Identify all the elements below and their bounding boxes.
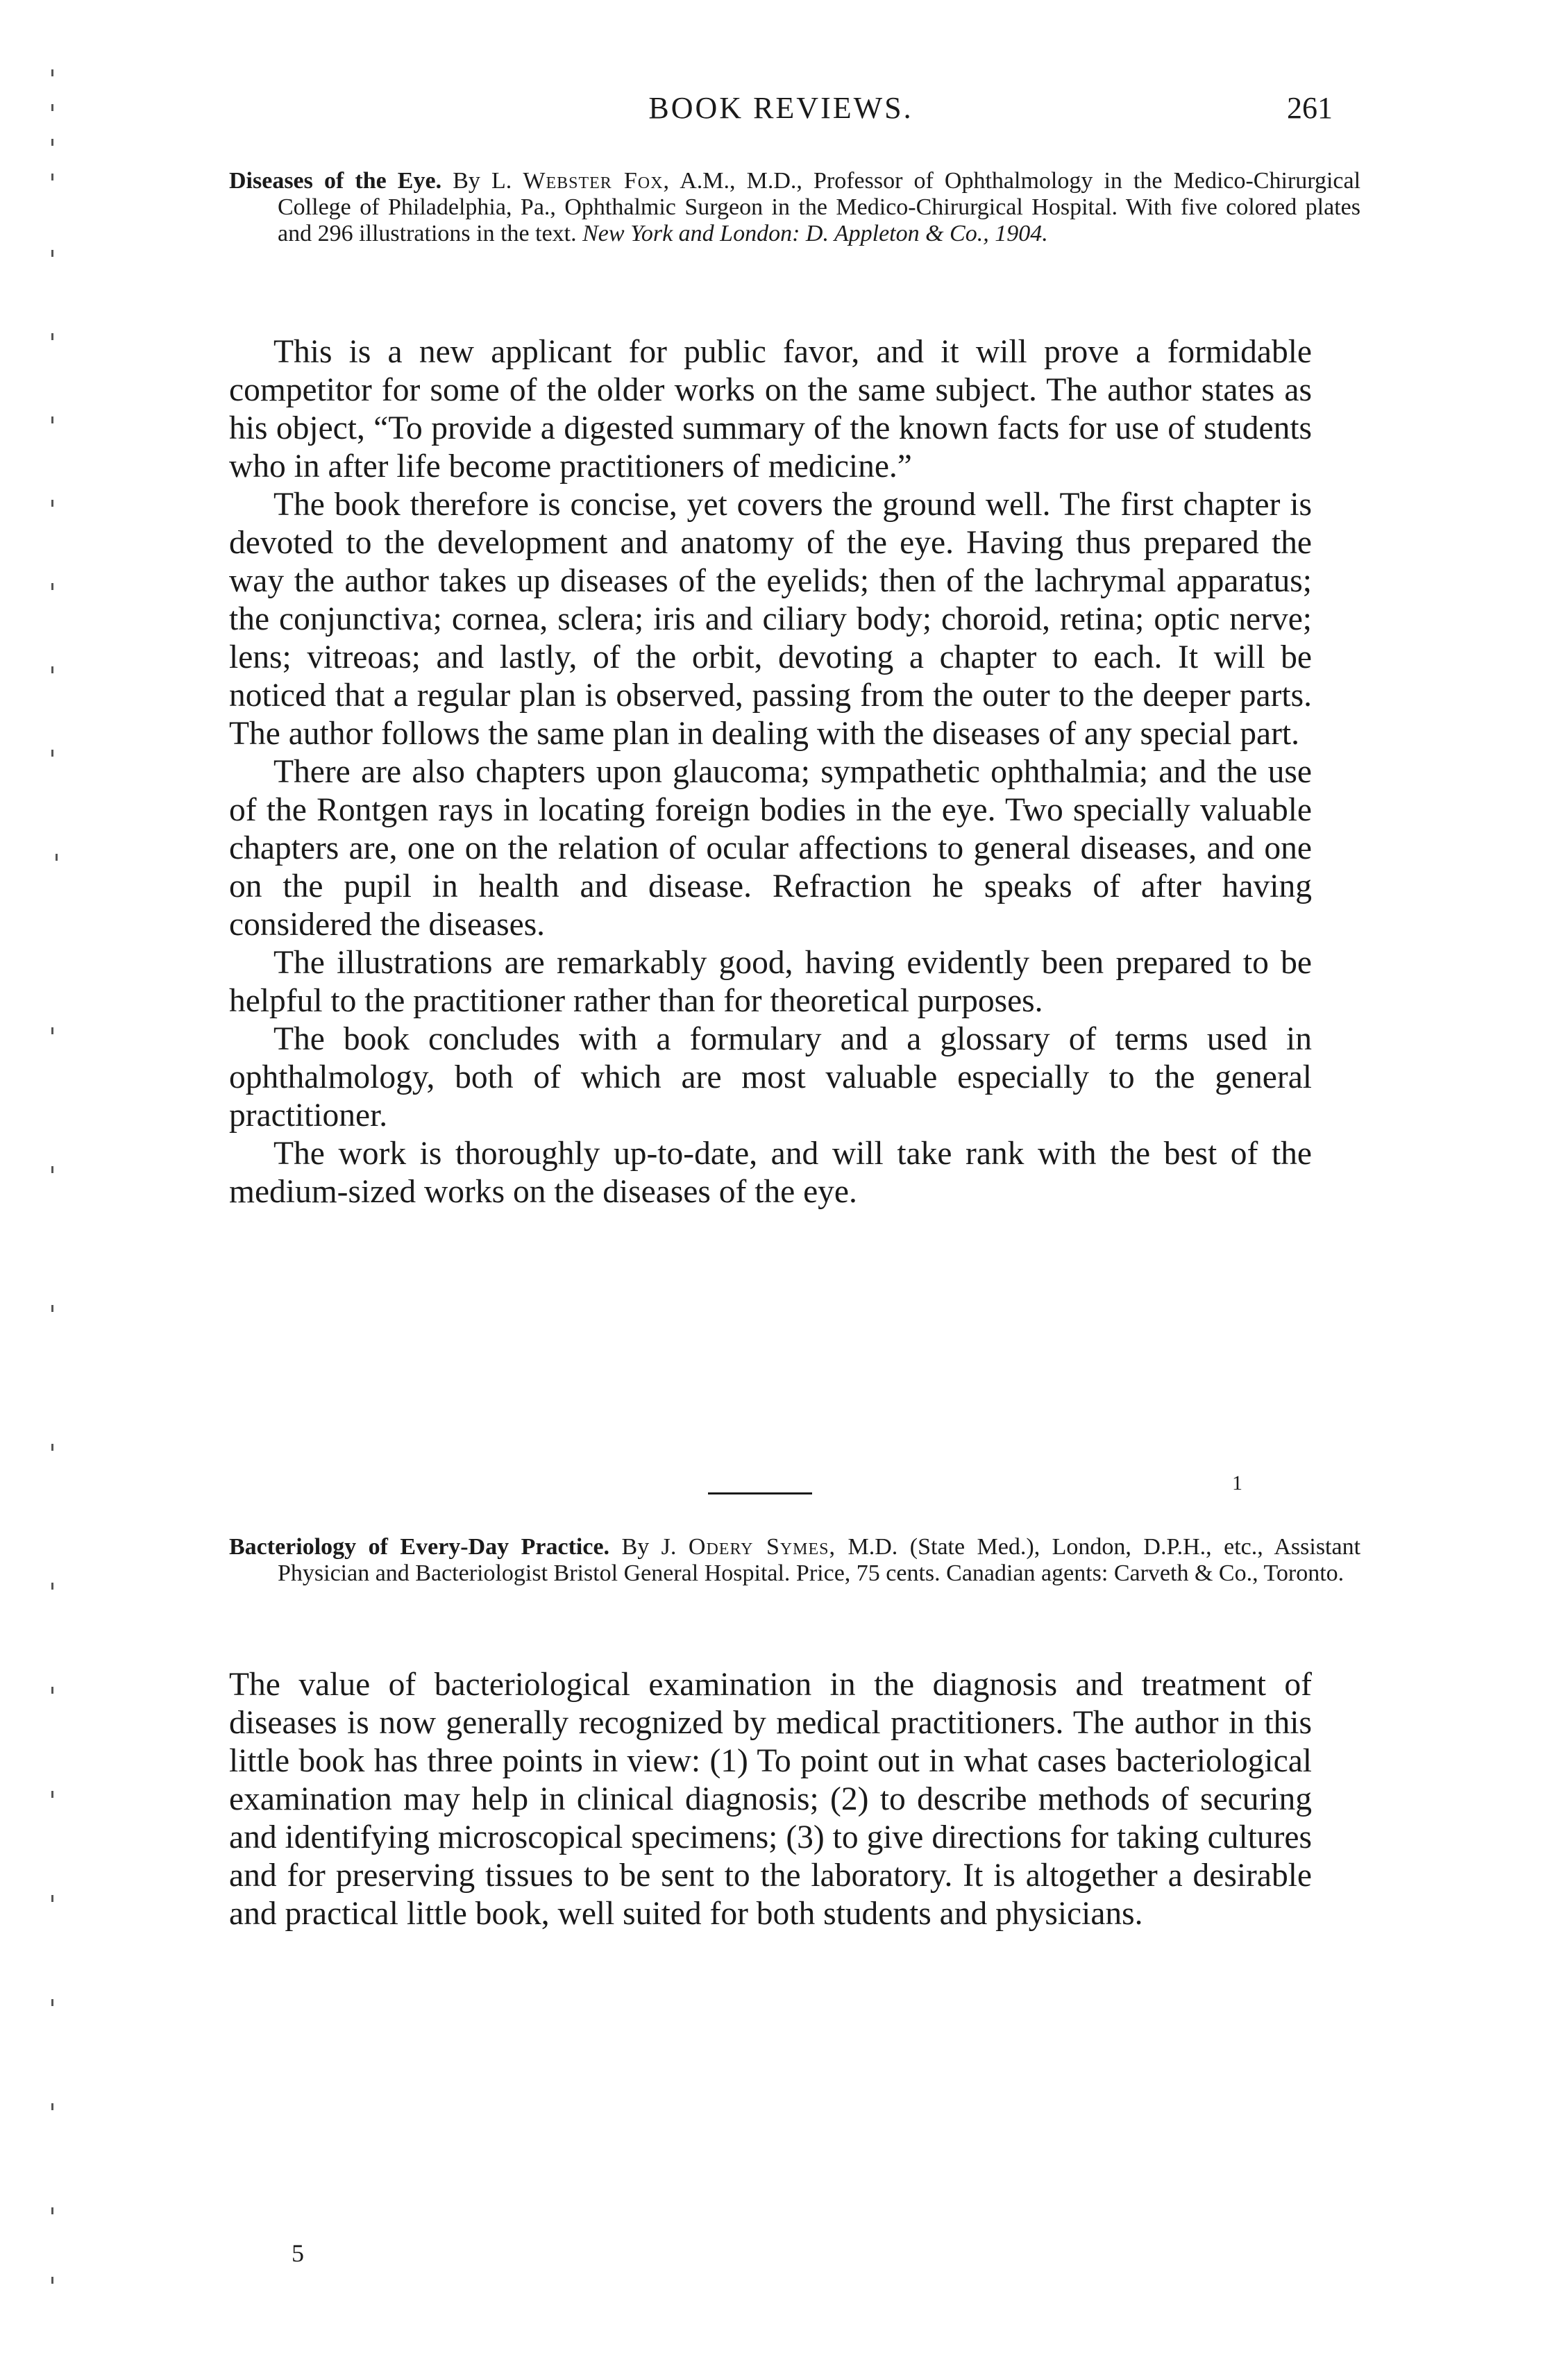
review-1-paragraph: The book concludes with a formulary and a glossary of terms used in ophthalmology, both of which are most valuable especially to the general practitioner.	[229, 1021, 1312, 1134]
review-1-citation-details: A.M., M.D., Professor of Ophthalmology in the Medico-Chirurgical College of Philadelphia, Pa., Ophthalmic Surgeon in the Medico-Chirurgical Hospital. With five colored plates and 296 illustrations in the text.	[278, 168, 1361, 246]
review-2-citation-details: M.D. (State Med.), London, D.P.H., etc., Assistant Physician and Bacteriologist Bristol General Hospital. Price, 75 cents. Canadian agents: Carveth & Co., Toronto.	[278, 1534, 1361, 1586]
review-1-paragraph: This is a new applicant for public favor, and it will prove a formidable competitor for some of the older works on the same subject. The author states as his object, “To provide a digested summary of the known facts for use of students who in after life become practitioners of medicine.”	[229, 334, 1312, 485]
running-title: BOOK REVIEWS.	[648, 91, 913, 125]
review-2-citation	[229, 1534, 1360, 1587]
review-2-by: By J.	[621, 1534, 677, 1560]
margin-scan-specks	[42, 56, 62, 2332]
review-2-body	[229, 1666, 1312, 1933]
review-1-author: Webster Fox,	[523, 168, 670, 194]
review-1-paragraph: The book therefore is concise, yet covers the ground well. The first chapter is devoted to the development and anatomy of the eye. Having thus prepared the way the author takes up diseases of the eyelids; then of the lachrymal apparatus; the conjunctiva; cornea, sclera; iris and ciliary body; choroid, retina; optic nerve; lens; vitreoas; and lastly, of the orbit, devoting a chapter to each. It will be noticed that a regular plan is observed, passing from the outer to the deeper parts. The author follows the same plan in dealing with the diseases of any special part.	[229, 487, 1312, 752]
review-1-paragraph: The illustrations are remarkably good, having evidently been prepared to be helpful to the practitioner rather than for theoretical purposes.	[229, 945, 1312, 1019]
review-1-publisher: New York and London: D. Appleton & Co., 1904.	[582, 221, 1048, 246]
running-head	[229, 90, 1333, 146]
review-1-book-title: Diseases of the Eye.	[229, 168, 442, 194]
review-1-paragraph: There are also chapters upon glaucoma; sympathetic ophthalmia; and the use of the Rontgen rays in locating foreign bodies in the eye. Two specially valuable chapters are, one on the relation of ocular affections to general diseases, and one on the pupil in health and disease. Refraction he speaks of after having considered the diseases.	[229, 754, 1312, 943]
review-1-body	[229, 333, 1312, 1211]
page-number: 261	[1287, 91, 1333, 125]
review-1-by: By L.	[453, 168, 512, 194]
review-2-author: Odery Symes,	[688, 1534, 836, 1560]
section-divider	[708, 1492, 812, 1494]
review-1-citation	[229, 168, 1360, 247]
review-2-paragraph: The value of bacteriological examination in the diagnosis and treatment of diseases is now generally recognized by medical practitioners. The author in this little book has three points in view: (1) To point out in what cases bacteriological examination may help in clinical diagnosis; (2) to describe methods of securing and identifying microscopical specimens; (3) to give directions for taking cultures and for preserving tissues to be sent to the laboratory. It is altogether a desirable and practical little book, well suited for both students and physicians.	[229, 1667, 1312, 1932]
review-1-end-mark: 1	[1232, 1472, 1242, 1494]
signature-mark: 5	[292, 2239, 304, 2267]
review-2-book-title: Bacteriology of Every-Day Practice.	[229, 1534, 610, 1560]
review-1-paragraph: The work is thoroughly up-to-date, and will take rank with the best of the medium-sized works on the diseases of the eye.	[229, 1136, 1312, 1210]
